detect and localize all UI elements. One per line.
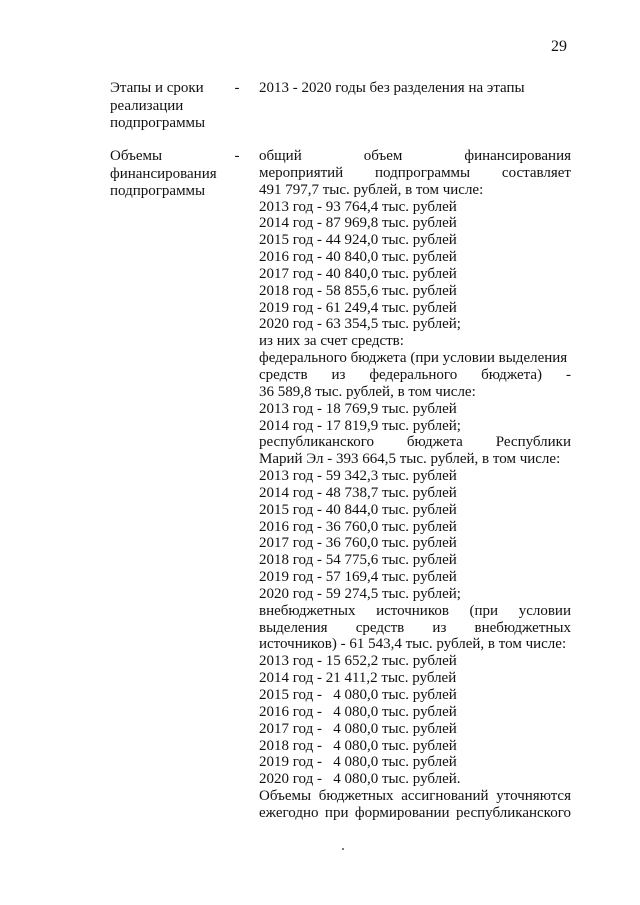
republic-year-row: 2017 год - 36 760,0 тыс. рублей — [259, 535, 457, 552]
word: республиканского — [259, 434, 374, 451]
word: условии — [518, 602, 571, 619]
republic-year-row: 2020 год - 59 274,5 тыс. рублей; — [259, 585, 461, 602]
republic-year-row: 2016 год - 36 760,0 тыс. рублей — [259, 518, 457, 535]
stages-label-line: подпрограммы — [110, 115, 206, 131]
stages-dash: - — [234, 80, 240, 96]
financing-label-line: подпрограммы — [110, 183, 206, 199]
stages-value-text: 2013 - 2020 годы без разделения на этапы — [259, 80, 525, 96]
stages-label-line: реализации — [110, 97, 184, 114]
word: бюджета — [406, 434, 463, 451]
word: из — [331, 366, 346, 383]
federal-line-1: федерального бюджета (при условии выделения — [259, 350, 568, 367]
word: федерального — [369, 366, 458, 383]
republic-line-1 — [259, 434, 571, 451]
financing-content — [259, 148, 571, 822]
word: (при — [469, 602, 499, 619]
financing-dash: - — [234, 148, 240, 164]
extra-year-row: 2018 год - 4 080,0 тыс. рублей — [259, 737, 457, 754]
word: объем — [363, 148, 403, 164]
republic-year-row: 2015 год - 40 844,0 тыс. рублей — [259, 501, 457, 518]
intro-line-1 — [259, 148, 571, 165]
stages-label-line: Этапы и сроки — [110, 80, 204, 96]
word: составляет — [501, 164, 571, 181]
stages-label — [110, 80, 232, 133]
republic-year-row: 2018 год - 54 775,6 тыс. рублей — [259, 552, 457, 569]
word: из — [432, 619, 447, 636]
word: финансирования — [464, 148, 571, 164]
extra-year-row: 2017 год - 4 080,0 тыс. рублей — [259, 720, 457, 737]
word: подпрограммы — [375, 164, 471, 181]
total-year-row: 2020 год - 63 354,5 тыс. рублей; — [259, 316, 461, 333]
word: Объемы — [259, 788, 312, 805]
word: мероприятий — [259, 164, 344, 181]
republic-year-row: 2013 год - 59 342,3 тыс. рублей — [259, 468, 457, 485]
extra-year-row: 2014 год - 21 411,2 тыс. рублей — [259, 670, 457, 687]
federal-year-row: 2014 год - 17 819,9 тыс. рублей; — [259, 417, 461, 434]
financing-label-line: финансирования — [110, 165, 217, 182]
federal-line-2 — [259, 367, 571, 384]
word: - — [565, 366, 571, 383]
republic-year-row: 2014 год - 48 738,7 тыс. рублей — [259, 484, 457, 501]
total-year-row: 2016 год - 40 840,0 тыс. рублей — [259, 249, 457, 266]
total-by-year-list — [259, 199, 571, 334]
word: выделения — [259, 619, 328, 636]
total-year-row: 2017 год - 40 840,0 тыс. рублей — [259, 265, 457, 282]
page-number: 29 — [551, 38, 567, 55]
word: бюджета) — [481, 366, 543, 383]
republic-line-2: Марий Эл - 393 664,5 тыс. рублей, в том числе: — [259, 451, 561, 468]
word: бюджетных — [318, 788, 394, 805]
total-year-row: 2015 год - 44 924,0 тыс. рублей — [259, 232, 457, 249]
scan-dot-mark — [342, 848, 344, 850]
word: при — [324, 804, 349, 821]
extra-year-row: 2020 год - 4 080,0 тыс. рублей. — [259, 771, 461, 788]
closing-line-2 — [259, 805, 571, 822]
extra-line-2 — [259, 620, 571, 637]
extra-year-row: 2016 год - 4 080,0 тыс. рублей — [259, 703, 457, 720]
total-year-row: 2013 год - 93 764,4 тыс. рублей — [259, 198, 457, 215]
word: внебюджетных — [259, 602, 356, 619]
sources-intro: из них за счет средств: — [259, 333, 404, 350]
total-year-row: 2019 год - 61 249,4 тыс. рублей — [259, 299, 457, 316]
word: формировании — [354, 804, 450, 821]
federal-year-row: 2013 год - 18 769,9 тыс. рублей — [259, 400, 457, 417]
word: ежегодно — [259, 804, 319, 821]
total-year-row: 2014 год - 87 969,8 тыс. рублей — [259, 215, 457, 232]
extra-year-row: 2019 год - 4 080,0 тыс. рублей — [259, 754, 457, 771]
financing-label — [110, 148, 232, 201]
extra-line-1 — [259, 603, 571, 620]
word: внебюджетных — [474, 619, 571, 636]
total-year-row: 2018 год - 58 855,6 тыс. рублей — [259, 282, 457, 299]
intro-line-3: 491 797,7 тыс. рублей, в том числе: — [259, 181, 484, 198]
word: Республики — [495, 434, 571, 451]
federal-line-3: 36 589,8 тыс. рублей, в том числе: — [259, 383, 476, 400]
extra-year-row: 2013 год - 15 652,2 тыс. рублей — [259, 653, 457, 670]
word: источников — [376, 602, 449, 619]
word: ассигнований — [401, 788, 489, 805]
closing-line-1 — [259, 788, 571, 805]
word: средств — [259, 366, 308, 383]
stages-value — [259, 80, 571, 97]
republic-year-row: 2019 год - 57 169,4 тыс. рублей — [259, 569, 457, 586]
word: средств — [355, 619, 405, 636]
financing-label-line: Объемы — [110, 148, 163, 164]
word: республиканского — [455, 804, 571, 821]
extra-line-3: источников) - 61 543,4 тыс. рублей, в том числе: — [259, 636, 567, 653]
word: уточняются — [496, 788, 571, 805]
intro-line-2 — [259, 165, 571, 182]
extra-year-row: 2015 год - 4 080,0 тыс. рублей — [259, 687, 457, 703]
word: общий — [259, 148, 302, 164]
